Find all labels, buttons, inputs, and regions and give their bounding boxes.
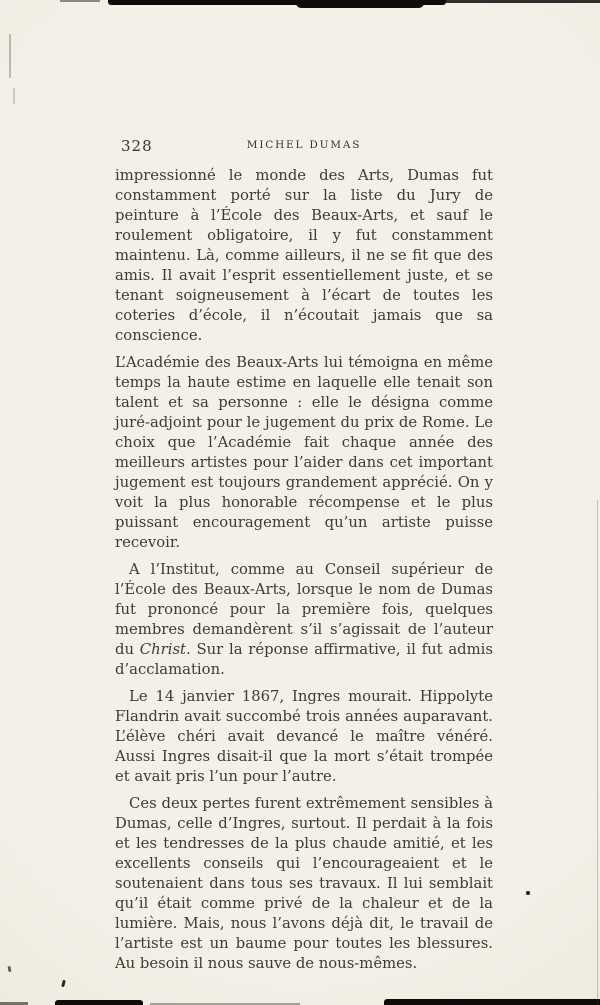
paragraph-3-text: A l’Institut, comme au Conseil supérieur de l’École des Beaux-Arts, lorsque le nom de Dumas fut prononcé pour la première fois, quelques membres demandèrent s’il s’agissait de l’auteur du	[115, 561, 493, 658]
scan-artifact-top-left-line	[60, 0, 100, 2]
scan-artifact-top-blob	[296, 0, 424, 8]
scan-artifact-left-streak-2	[13, 88, 15, 104]
scan-artifact-ink-dot	[526, 891, 530, 895]
scan-artifact-right-edge	[597, 500, 598, 1005]
running-title: MICHEL DUMAS	[246, 139, 362, 151]
paragraph-3-text-cont: . Sur la réponse affirmative, il fut admis d’acclamation.	[115, 641, 493, 678]
scan-artifact-top-right-line	[444, 0, 600, 3]
page-number: 328	[121, 137, 153, 155]
scan-artifact-left-streak	[9, 34, 11, 78]
scan-artifact-bottom-right-bar	[384, 999, 600, 1005]
scan-artifact-ink-tick	[61, 980, 66, 988]
scan-artifact-corner-tick	[8, 966, 12, 972]
paragraph-3	[115, 560, 493, 680]
paragraph-2: L’Académie des Beaux-Arts lui témoigna en même temps la haute estime en laquelle elle tenait son talent et sa personne : elle le désigna comme juré-adjoint pour le jugement du prix de Rome. Le choix que l’Académie fait chaque année des meilleurs artistes pour l’aider dans cet important jugement est toujours grandement apprécié. On y voit la plus honorable récompense et le plus puissant encouragement qu’un artiste puisse recevoir.	[115, 354, 493, 551]
scan-artifact-bottom-left-bar	[55, 1000, 143, 1005]
italic-word-christ: Christ	[139, 641, 186, 658]
paragraph-5: Ces deux pertes furent extrêmement sensibles à Dumas, celle d’Ingres, surtout. Il perdait à la fois et les tendresses de la plus chaude amitié, et les excellents conseils qui l’encourageaient et le soutenaient dans tous ses travaux. Il lui semblait qu’il était comme privé de la chaleur et de la lumière. Mais, nous l’avons déjà dit, le travail de l’artiste est un baume pour toutes les blessures. Au besoin il nous sauve de nous-mêmes.	[115, 795, 493, 972]
paragraph-1: impressionné le monde des Arts, Dumas fut constamment porté sur la liste du Jury de peinture à l’École des Beaux-Arts, et sauf le roulement obligatoire, il y fut constamment maintenu. Là, comme ailleurs, il ne se fit que des amis. Il avait l’esprit essentiellement juste, et se tenant soigneusement à l’écart de toutes les coteries d’école, il n’écoutait jamais que sa conscience.	[115, 167, 493, 344]
text-block	[115, 166, 493, 981]
page-header	[115, 137, 493, 157]
paragraph-4: Le 14 janvier 1867, Ingres mourait. Hippolyte Flandrin avait succombé trois années auparavant. L’élève chéri avait devancé le maître vénéré. Aussi Ingres disait-il que la mort s’était trompée et avait pris l’un pour l’autre.	[115, 688, 493, 785]
